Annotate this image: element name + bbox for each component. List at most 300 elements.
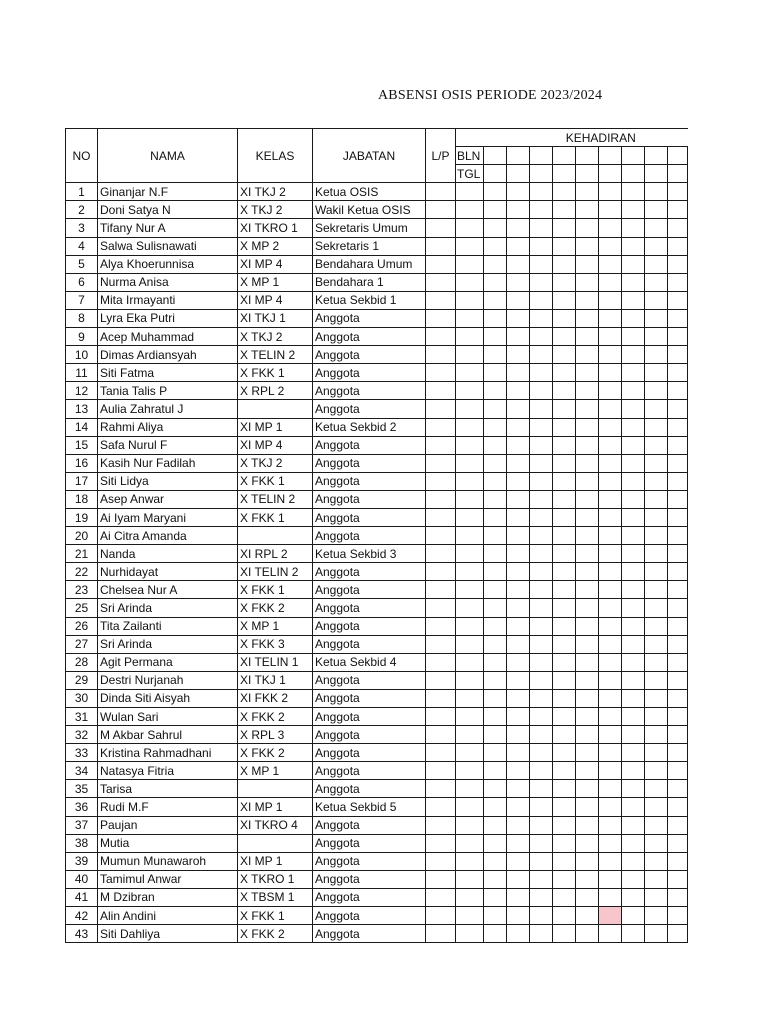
attendance-cell[interactable] <box>599 183 622 201</box>
attendance-cell[interactable] <box>622 635 645 653</box>
attendance-cell[interactable] <box>530 364 553 382</box>
attendance-cell[interactable] <box>507 472 530 490</box>
attendance-cell[interactable] <box>530 237 553 255</box>
grid-cell[interactable] <box>645 147 668 165</box>
attendance-cell[interactable] <box>484 852 507 870</box>
attendance-cell[interactable] <box>507 852 530 870</box>
attendance-cell[interactable] <box>530 418 553 436</box>
grid-cell[interactable] <box>599 147 622 165</box>
attendance-cell[interactable] <box>553 400 576 418</box>
attendance-cell[interactable] <box>599 309 622 327</box>
attendance-cell[interactable] <box>530 671 553 689</box>
attendance-cell[interactable] <box>530 708 553 726</box>
attendance-cell[interactable] <box>645 689 668 707</box>
attendance-cell[interactable] <box>645 490 668 508</box>
attendance-cell[interactable] <box>507 708 530 726</box>
attendance-cell[interactable] <box>553 328 576 346</box>
grid-cell[interactable] <box>553 147 576 165</box>
attendance-cell[interactable] <box>645 816 668 834</box>
attendance-cell[interactable] <box>645 346 668 364</box>
attendance-cell[interactable] <box>530 291 553 309</box>
attendance-cell[interactable] <box>530 454 553 472</box>
attendance-cell[interactable] <box>645 635 668 653</box>
attendance-cell[interactable] <box>456 508 484 526</box>
attendance-cell[interactable] <box>576 925 599 943</box>
attendance-cell[interactable] <box>576 870 599 888</box>
attendance-cell[interactable] <box>622 726 645 744</box>
attendance-cell[interactable] <box>553 888 576 906</box>
attendance-cell[interactable] <box>576 273 599 291</box>
attendance-cell[interactable] <box>576 400 599 418</box>
attendance-cell[interactable] <box>668 309 688 327</box>
grid-cell[interactable] <box>645 165 668 183</box>
attendance-cell[interactable] <box>668 400 688 418</box>
attendance-cell[interactable] <box>599 834 622 852</box>
attendance-cell[interactable] <box>668 508 688 526</box>
attendance-cell[interactable] <box>668 888 688 906</box>
attendance-cell[interactable] <box>576 834 599 852</box>
attendance-cell[interactable] <box>530 635 553 653</box>
attendance-cell[interactable] <box>668 328 688 346</box>
cell-lp[interactable] <box>426 436 456 454</box>
attendance-cell[interactable] <box>553 418 576 436</box>
cell-lp[interactable] <box>426 545 456 563</box>
attendance-cell[interactable] <box>622 907 645 925</box>
attendance-cell[interactable] <box>484 870 507 888</box>
attendance-cell[interactable] <box>576 780 599 798</box>
attendance-cell[interactable] <box>507 925 530 943</box>
attendance-cell[interactable] <box>622 527 645 545</box>
attendance-cell[interactable] <box>599 527 622 545</box>
attendance-cell[interactable] <box>484 309 507 327</box>
attendance-cell[interactable] <box>456 545 484 563</box>
attendance-cell[interactable] <box>530 816 553 834</box>
cell-lp[interactable] <box>426 219 456 237</box>
attendance-cell[interactable] <box>553 653 576 671</box>
cell-lp[interactable] <box>426 201 456 219</box>
cell-lp[interactable] <box>426 309 456 327</box>
cell-lp[interactable] <box>426 400 456 418</box>
attendance-cell[interactable] <box>622 346 645 364</box>
attendance-cell[interactable] <box>645 508 668 526</box>
attendance-cell[interactable] <box>530 273 553 291</box>
attendance-cell[interactable] <box>484 183 507 201</box>
attendance-cell[interactable] <box>507 255 530 273</box>
attendance-cell[interactable] <box>507 400 530 418</box>
attendance-cell[interactable] <box>576 436 599 454</box>
attendance-cell[interactable] <box>530 617 553 635</box>
attendance-cell[interactable] <box>530 689 553 707</box>
grid-cell[interactable] <box>668 147 688 165</box>
attendance-cell[interactable] <box>484 798 507 816</box>
attendance-cell[interactable] <box>507 454 530 472</box>
cell-lp[interactable] <box>426 472 456 490</box>
grid-cell[interactable] <box>484 165 507 183</box>
attendance-cell[interactable] <box>668 273 688 291</box>
attendance-cell[interactable] <box>599 726 622 744</box>
attendance-cell[interactable] <box>456 708 484 726</box>
attendance-cell[interactable] <box>668 545 688 563</box>
attendance-cell[interactable] <box>668 599 688 617</box>
attendance-cell[interactable] <box>456 744 484 762</box>
attendance-cell[interactable] <box>622 309 645 327</box>
attendance-cell[interactable] <box>645 436 668 454</box>
attendance-cell[interactable] <box>599 617 622 635</box>
cell-lp[interactable] <box>426 273 456 291</box>
attendance-cell[interactable] <box>599 689 622 707</box>
attendance-cell[interactable] <box>456 852 484 870</box>
attendance-cell[interactable] <box>553 364 576 382</box>
cell-lp[interactable] <box>426 762 456 780</box>
attendance-cell[interactable] <box>456 653 484 671</box>
attendance-cell[interactable] <box>484 273 507 291</box>
attendance-cell[interactable] <box>622 472 645 490</box>
cell-lp[interactable] <box>426 744 456 762</box>
attendance-cell[interactable] <box>530 653 553 671</box>
attendance-cell[interactable] <box>622 689 645 707</box>
attendance-cell[interactable] <box>668 436 688 454</box>
cell-lp[interactable] <box>426 907 456 925</box>
attendance-cell[interactable] <box>530 581 553 599</box>
attendance-cell[interactable] <box>576 599 599 617</box>
cell-lp[interactable] <box>426 635 456 653</box>
attendance-cell[interactable] <box>668 635 688 653</box>
attendance-cell[interactable] <box>622 364 645 382</box>
attendance-cell[interactable] <box>599 382 622 400</box>
grid-cell[interactable] <box>599 165 622 183</box>
attendance-cell[interactable] <box>622 563 645 581</box>
attendance-cell[interactable] <box>599 780 622 798</box>
attendance-cell[interactable] <box>553 762 576 780</box>
attendance-cell[interactable] <box>599 925 622 943</box>
attendance-cell[interactable] <box>553 726 576 744</box>
attendance-cell[interactable] <box>622 400 645 418</box>
attendance-cell[interactable] <box>553 925 576 943</box>
attendance-cell[interactable] <box>507 653 530 671</box>
attendance-cell[interactable] <box>622 925 645 943</box>
attendance-cell[interactable] <box>645 400 668 418</box>
attendance-cell[interactable] <box>599 563 622 581</box>
attendance-cell[interactable] <box>507 599 530 617</box>
attendance-cell[interactable] <box>553 309 576 327</box>
cell-lp[interactable] <box>426 527 456 545</box>
attendance-cell[interactable] <box>576 418 599 436</box>
attendance-cell[interactable] <box>530 346 553 364</box>
attendance-cell[interactable] <box>507 346 530 364</box>
cell-lp[interactable] <box>426 237 456 255</box>
attendance-cell[interactable] <box>622 762 645 780</box>
cell-lp[interactable] <box>426 852 456 870</box>
attendance-cell[interactable] <box>484 508 507 526</box>
attendance-cell[interactable] <box>645 599 668 617</box>
attendance-cell[interactable] <box>507 870 530 888</box>
attendance-cell[interactable] <box>553 508 576 526</box>
cell-lp[interactable] <box>426 563 456 581</box>
attendance-cell[interactable] <box>599 599 622 617</box>
attendance-cell[interactable] <box>553 273 576 291</box>
attendance-cell[interactable] <box>456 382 484 400</box>
attendance-cell[interactable] <box>553 907 576 925</box>
attendance-cell[interactable] <box>484 780 507 798</box>
attendance-cell[interactable] <box>668 726 688 744</box>
cell-lp[interactable] <box>426 183 456 201</box>
attendance-cell[interactable] <box>599 201 622 219</box>
attendance-cell[interactable] <box>484 617 507 635</box>
attendance-cell[interactable] <box>507 907 530 925</box>
attendance-cell[interactable] <box>645 834 668 852</box>
attendance-cell[interactable] <box>507 490 530 508</box>
attendance-cell[interactable] <box>456 635 484 653</box>
attendance-cell[interactable] <box>645 328 668 346</box>
attendance-cell[interactable] <box>553 689 576 707</box>
grid-cell[interactable] <box>576 147 599 165</box>
attendance-cell[interactable] <box>622 436 645 454</box>
attendance-cell[interactable] <box>668 490 688 508</box>
attendance-cell[interactable] <box>668 201 688 219</box>
attendance-cell[interactable] <box>599 798 622 816</box>
attendance-cell[interactable] <box>622 237 645 255</box>
attendance-cell[interactable] <box>484 925 507 943</box>
attendance-cell[interactable] <box>668 291 688 309</box>
attendance-cell[interactable] <box>456 907 484 925</box>
attendance-cell[interactable] <box>530 436 553 454</box>
attendance-cell[interactable] <box>484 490 507 508</box>
attendance-cell[interactable] <box>622 852 645 870</box>
attendance-cell[interactable] <box>576 744 599 762</box>
attendance-cell[interactable] <box>668 219 688 237</box>
attendance-cell[interactable] <box>553 798 576 816</box>
attendance-cell[interactable] <box>599 907 622 925</box>
attendance-cell[interactable] <box>622 454 645 472</box>
attendance-cell[interactable] <box>530 744 553 762</box>
attendance-cell[interactable] <box>599 852 622 870</box>
attendance-cell[interactable] <box>645 183 668 201</box>
attendance-cell[interactable] <box>645 708 668 726</box>
attendance-cell[interactable] <box>484 581 507 599</box>
attendance-cell[interactable] <box>622 653 645 671</box>
attendance-cell[interactable] <box>553 255 576 273</box>
grid-cell[interactable] <box>553 165 576 183</box>
attendance-cell[interactable] <box>456 798 484 816</box>
attendance-cell[interactable] <box>456 309 484 327</box>
attendance-cell[interactable] <box>530 183 553 201</box>
attendance-cell[interactable] <box>668 744 688 762</box>
attendance-cell[interactable] <box>456 346 484 364</box>
attendance-cell[interactable] <box>576 798 599 816</box>
attendance-cell[interactable] <box>507 436 530 454</box>
attendance-cell[interactable] <box>456 925 484 943</box>
attendance-cell[interactable] <box>645 364 668 382</box>
attendance-cell[interactable] <box>553 581 576 599</box>
attendance-cell[interactable] <box>484 219 507 237</box>
attendance-cell[interactable] <box>576 581 599 599</box>
attendance-cell[interactable] <box>668 617 688 635</box>
attendance-cell[interactable] <box>599 255 622 273</box>
attendance-cell[interactable] <box>507 563 530 581</box>
cell-lp[interactable] <box>426 925 456 943</box>
attendance-cell[interactable] <box>599 653 622 671</box>
attendance-cell[interactable] <box>576 689 599 707</box>
attendance-cell[interactable] <box>622 599 645 617</box>
attendance-cell[interactable] <box>668 382 688 400</box>
attendance-cell[interactable] <box>484 291 507 309</box>
attendance-cell[interactable] <box>530 834 553 852</box>
attendance-cell[interactable] <box>668 689 688 707</box>
attendance-cell[interactable] <box>507 744 530 762</box>
cell-lp[interactable] <box>426 870 456 888</box>
attendance-cell[interactable] <box>576 671 599 689</box>
cell-lp[interactable] <box>426 328 456 346</box>
attendance-cell[interactable] <box>576 183 599 201</box>
attendance-cell[interactable] <box>645 726 668 744</box>
attendance-cell[interactable] <box>507 888 530 906</box>
attendance-cell[interactable] <box>507 816 530 834</box>
attendance-cell[interactable] <box>484 436 507 454</box>
attendance-cell[interactable] <box>553 870 576 888</box>
attendance-cell[interactable] <box>645 545 668 563</box>
attendance-cell[interactable] <box>576 472 599 490</box>
attendance-cell[interactable] <box>456 870 484 888</box>
cell-lp[interactable] <box>426 708 456 726</box>
attendance-cell[interactable] <box>507 798 530 816</box>
attendance-cell[interactable] <box>668 346 688 364</box>
attendance-cell[interactable] <box>576 907 599 925</box>
attendance-cell[interactable] <box>668 907 688 925</box>
attendance-cell[interactable] <box>576 309 599 327</box>
attendance-cell[interactable] <box>622 545 645 563</box>
attendance-cell[interactable] <box>622 870 645 888</box>
attendance-cell[interactable] <box>530 907 553 925</box>
attendance-cell[interactable] <box>530 545 553 563</box>
attendance-cell[interactable] <box>553 472 576 490</box>
attendance-cell[interactable] <box>484 255 507 273</box>
attendance-cell[interactable] <box>622 834 645 852</box>
attendance-cell[interactable] <box>668 798 688 816</box>
attendance-cell[interactable] <box>645 472 668 490</box>
attendance-cell[interactable] <box>507 364 530 382</box>
attendance-cell[interactable] <box>530 201 553 219</box>
attendance-cell[interactable] <box>484 653 507 671</box>
attendance-cell[interactable] <box>456 183 484 201</box>
attendance-cell[interactable] <box>456 201 484 219</box>
attendance-cell[interactable] <box>456 816 484 834</box>
attendance-cell[interactable] <box>599 870 622 888</box>
attendance-cell[interactable] <box>645 870 668 888</box>
attendance-cell[interactable] <box>599 436 622 454</box>
attendance-cell[interactable] <box>553 183 576 201</box>
attendance-cell[interactable] <box>530 888 553 906</box>
cell-lp[interactable] <box>426 382 456 400</box>
attendance-cell[interactable] <box>507 527 530 545</box>
attendance-cell[interactable] <box>576 708 599 726</box>
attendance-cell[interactable] <box>599 708 622 726</box>
attendance-cell[interactable] <box>553 617 576 635</box>
attendance-cell[interactable] <box>599 291 622 309</box>
attendance-cell[interactable] <box>645 671 668 689</box>
attendance-cell[interactable] <box>484 346 507 364</box>
attendance-cell[interactable] <box>484 888 507 906</box>
attendance-cell[interactable] <box>456 780 484 798</box>
attendance-cell[interactable] <box>530 219 553 237</box>
attendance-cell[interactable] <box>530 870 553 888</box>
attendance-cell[interactable] <box>668 834 688 852</box>
attendance-cell[interactable] <box>668 816 688 834</box>
attendance-cell[interactable] <box>645 418 668 436</box>
cell-lp[interactable] <box>426 780 456 798</box>
attendance-cell[interactable] <box>530 599 553 617</box>
attendance-cell[interactable] <box>456 617 484 635</box>
attendance-cell[interactable] <box>456 563 484 581</box>
cell-lp[interactable] <box>426 617 456 635</box>
attendance-cell[interactable] <box>507 635 530 653</box>
attendance-cell[interactable] <box>484 545 507 563</box>
cell-lp[interactable] <box>426 816 456 834</box>
attendance-cell[interactable] <box>484 635 507 653</box>
attendance-cell[interactable] <box>645 291 668 309</box>
attendance-cell[interactable] <box>507 382 530 400</box>
attendance-cell[interactable] <box>645 273 668 291</box>
attendance-cell[interactable] <box>576 454 599 472</box>
attendance-cell[interactable] <box>484 418 507 436</box>
attendance-cell[interactable] <box>668 653 688 671</box>
attendance-cell[interactable] <box>576 816 599 834</box>
attendance-cell[interactable] <box>530 925 553 943</box>
attendance-cell[interactable] <box>645 744 668 762</box>
attendance-cell[interactable] <box>576 219 599 237</box>
attendance-cell[interactable] <box>456 689 484 707</box>
attendance-cell[interactable] <box>576 545 599 563</box>
cell-lp[interactable] <box>426 255 456 273</box>
attendance-cell[interactable] <box>484 237 507 255</box>
grid-cell[interactable] <box>576 165 599 183</box>
attendance-cell[interactable] <box>622 382 645 400</box>
attendance-cell[interactable] <box>456 671 484 689</box>
attendance-cell[interactable] <box>599 762 622 780</box>
attendance-cell[interactable] <box>599 219 622 237</box>
cell-lp[interactable] <box>426 291 456 309</box>
cell-lp[interactable] <box>426 653 456 671</box>
attendance-cell[interactable] <box>484 762 507 780</box>
attendance-cell[interactable] <box>484 364 507 382</box>
attendance-cell[interactable] <box>530 400 553 418</box>
attendance-cell[interactable] <box>484 689 507 707</box>
attendance-cell[interactable] <box>456 328 484 346</box>
attendance-cell[interactable] <box>622 273 645 291</box>
attendance-cell[interactable] <box>668 762 688 780</box>
attendance-cell[interactable] <box>507 689 530 707</box>
attendance-cell[interactable] <box>576 346 599 364</box>
attendance-cell[interactable] <box>553 744 576 762</box>
attendance-cell[interactable] <box>668 364 688 382</box>
attendance-cell[interactable] <box>456 527 484 545</box>
attendance-cell[interactable] <box>576 762 599 780</box>
attendance-cell[interactable] <box>553 454 576 472</box>
attendance-cell[interactable] <box>530 563 553 581</box>
attendance-cell[interactable] <box>622 508 645 526</box>
attendance-cell[interactable] <box>456 418 484 436</box>
grid-cell[interactable] <box>530 147 553 165</box>
attendance-cell[interactable] <box>599 581 622 599</box>
attendance-cell[interactable] <box>668 870 688 888</box>
attendance-cell[interactable] <box>599 472 622 490</box>
attendance-cell[interactable] <box>576 726 599 744</box>
attendance-cell[interactable] <box>622 744 645 762</box>
attendance-cell[interactable] <box>530 527 553 545</box>
attendance-cell[interactable] <box>622 581 645 599</box>
attendance-cell[interactable] <box>484 671 507 689</box>
attendance-cell[interactable] <box>576 255 599 273</box>
cell-lp[interactable] <box>426 726 456 744</box>
